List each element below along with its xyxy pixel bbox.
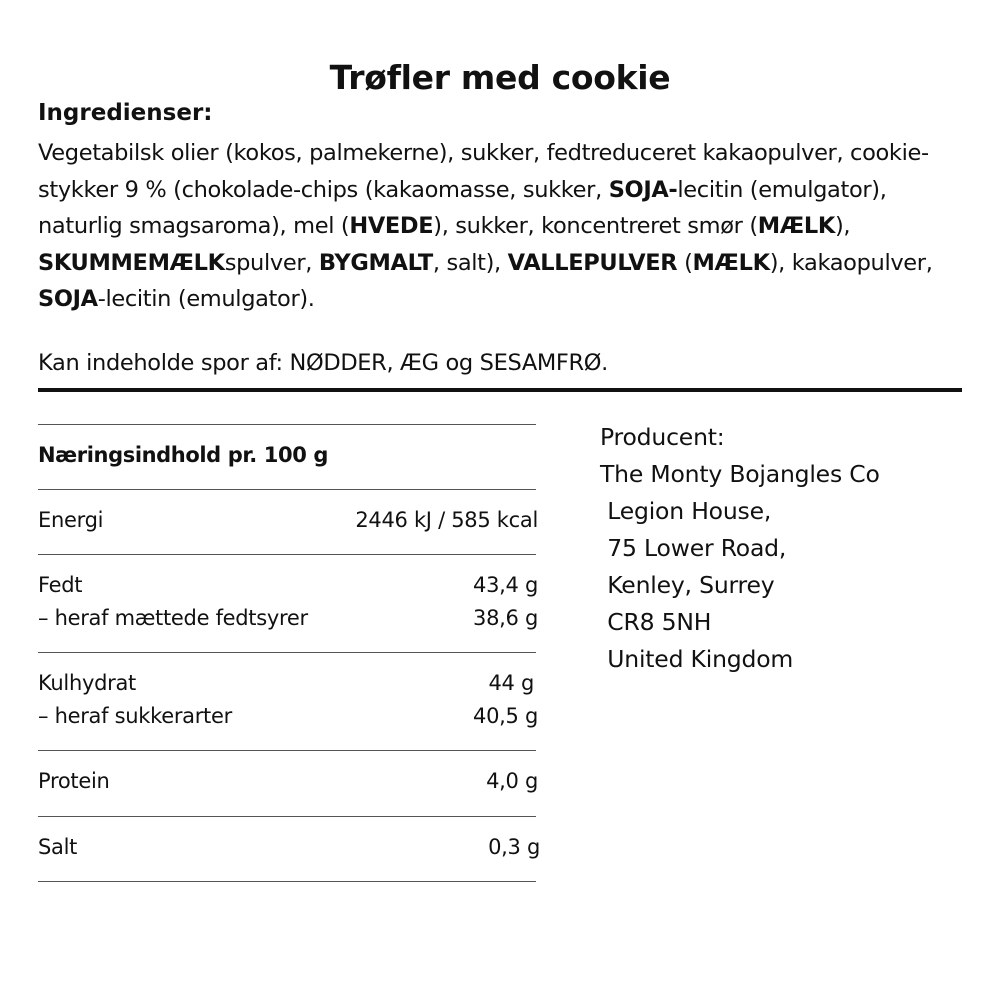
nutrition-label-carbohydrate: Kulhydrat	[38, 671, 136, 695]
ingredient-segment: (	[677, 249, 693, 276]
producer-country: United Kingdom	[600, 645, 794, 673]
allergen-soja: SOJA-	[608, 176, 678, 203]
ingredient-segment: Vegetabilsk olier (kokos, palmekerne), sukker, fedtreduceret kakaopulver, cookie-stykker 9 % (chokolade-chips (kakaomasse, sukker,	[38, 140, 929, 203]
ingredients-heading: Ingredienser:	[38, 100, 213, 126]
table-rule	[38, 750, 536, 751]
table-rule	[38, 554, 536, 555]
producer-address-line: Legion House,	[600, 497, 772, 525]
nutrition-label-energy: Energi	[38, 508, 104, 532]
table-rule	[38, 489, 536, 490]
nutrition-label-salt: Salt	[38, 835, 78, 859]
allergen-vallepulver: VALLEPULVER	[507, 249, 678, 276]
allergen-bygmalt: BYGMALT	[318, 249, 433, 276]
ingredient-segment: lecitin (emulgator), naturlig smagsaroma), mel (	[38, 176, 887, 239]
producer-name: The Monty Bojangles Co	[600, 460, 880, 488]
ingredient-segment: , salt),	[432, 249, 508, 276]
allergen-soja: SOJA	[38, 286, 98, 312]
nutrition-label-protein: Protein	[38, 769, 110, 793]
table-rule	[38, 424, 536, 425]
allergen-hvede: HVEDE	[349, 213, 434, 239]
producer-address-line: 75 Lower Road,	[600, 534, 787, 562]
allergen-maelk: MÆLK	[692, 249, 770, 276]
ingredient-segment: -lecitin (emulgator).	[97, 286, 315, 312]
ingredient-segment: ),	[834, 213, 851, 239]
table-rule	[38, 881, 536, 882]
nutrition-value-salt: 0,3 g	[488, 835, 540, 859]
nutrition-value-protein: 4,0 g	[486, 769, 538, 793]
nutrition-heading: Næringsindhold pr. 100 g	[38, 443, 328, 467]
nutrition-value-carbohydrate: 44 g	[488, 671, 534, 695]
ingredient-segment: ), sukker, koncentreret smør (	[433, 213, 758, 239]
nutrition-label-saturated-fat: – heraf mættede fedtsyrer	[38, 606, 308, 630]
nutrition-value-energy: 2446 kJ / 585 kcal	[355, 508, 538, 532]
table-rule	[38, 816, 536, 817]
allergen-maelk: MÆLK	[757, 213, 835, 239]
nutrition-label-fat: Fedt	[38, 573, 83, 597]
producer-postcode: CR8 5NH	[600, 608, 712, 636]
ingredient-segment: spulver,	[224, 249, 319, 276]
allergen-trace-note: Kan indeholde spor af: NØDDER, ÆG og SESAMFRØ.	[38, 350, 608, 376]
allergen-skummemaelk: SKUMMEMÆLK	[38, 249, 225, 276]
nutrition-label-sugars: – heraf sukkerarter	[38, 704, 232, 728]
nutrition-value-sugars: 40,5 g	[473, 704, 538, 728]
ingredient-segment: ), kakaopulver,	[769, 249, 933, 276]
product-title: Trøfler med cookie	[329, 58, 671, 97]
ingredients-text	[38, 135, 973, 318]
table-rule	[38, 652, 536, 653]
producer-heading: Producent:	[600, 423, 725, 451]
nutrition-value-fat: 43,4 g	[473, 573, 538, 597]
nutrition-value-saturated-fat: 38,6 g	[473, 606, 538, 630]
producer-address-line: Kenley, Surrey	[600, 571, 775, 599]
section-divider	[38, 388, 962, 392]
